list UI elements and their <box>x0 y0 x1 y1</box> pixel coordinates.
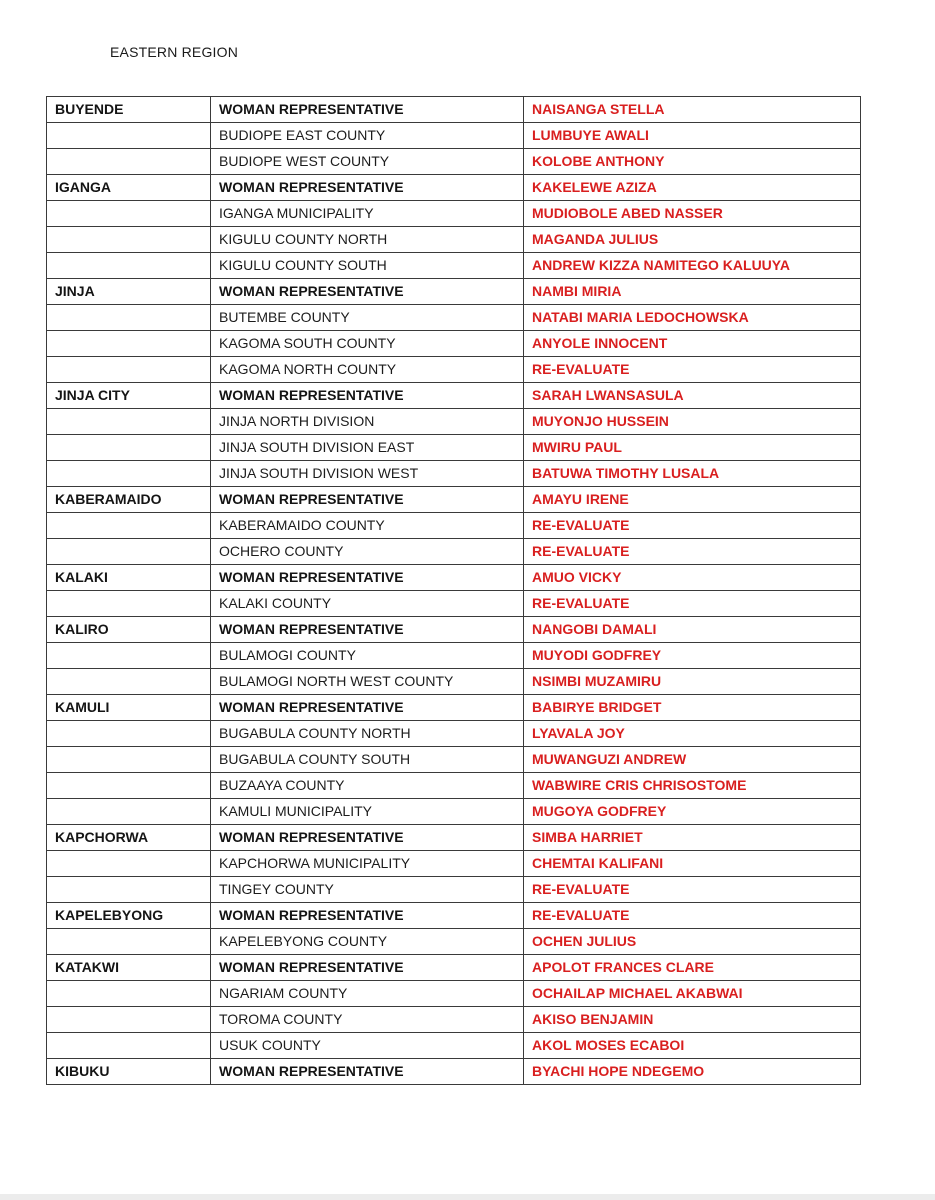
constituency-cell: WOMAN REPRESENTATIVE <box>211 695 524 721</box>
constituency-cell: WOMAN REPRESENTATIVE <box>211 825 524 851</box>
constituency-cell: NGARIAM COUNTY <box>211 981 524 1007</box>
candidate-cell: MUYONJO HUSSEIN <box>524 409 861 435</box>
district-cell: KAPCHORWA <box>47 825 211 851</box>
table-row <box>47 487 861 513</box>
table-row <box>47 201 861 227</box>
constituency-cell: WOMAN REPRESENTATIVE <box>211 565 524 591</box>
district-cell: KATAKWI <box>47 955 211 981</box>
table-row <box>47 851 861 877</box>
district-cell <box>47 123 211 149</box>
district-cell <box>47 539 211 565</box>
district-cell <box>47 305 211 331</box>
constituency-cell: KABERAMAIDO COUNTY <box>211 513 524 539</box>
table-row <box>47 981 861 1007</box>
district-cell <box>47 1007 211 1033</box>
table-row <box>47 955 861 981</box>
constituency-cell: KALAKI COUNTY <box>211 591 524 617</box>
constituency-cell: BUDIOPE WEST COUNTY <box>211 149 524 175</box>
constituency-cell: BUGABULA COUNTY SOUTH <box>211 747 524 773</box>
table-row <box>47 721 861 747</box>
district-cell <box>47 721 211 747</box>
page-bottom-edge <box>0 1194 935 1200</box>
constituency-cell: OCHERO COUNTY <box>211 539 524 565</box>
district-cell <box>47 591 211 617</box>
table-row <box>47 591 861 617</box>
constituency-cell: BULAMOGI NORTH WEST COUNTY <box>211 669 524 695</box>
candidate-cell: MUWANGUZI ANDREW <box>524 747 861 773</box>
table-row <box>47 383 861 409</box>
table-row <box>47 357 861 383</box>
district-cell <box>47 331 211 357</box>
candidate-cell: RE-EVALUATE <box>524 591 861 617</box>
constituency-cell: JINJA NORTH DIVISION <box>211 409 524 435</box>
candidate-cell: CHEMTAI KALIFANI <box>524 851 861 877</box>
district-cell: BUYENDE <box>47 97 211 123</box>
candidate-cell: KOLOBE ANTHONY <box>524 149 861 175</box>
constituency-cell: WOMAN REPRESENTATIVE <box>211 955 524 981</box>
constituency-cell: TOROMA COUNTY <box>211 1007 524 1033</box>
district-cell: KAMULI <box>47 695 211 721</box>
candidate-cell: SIMBA HARRIET <box>524 825 861 851</box>
table-row <box>47 331 861 357</box>
constituency-cell: KAGOMA SOUTH COUNTY <box>211 331 524 357</box>
district-cell <box>47 253 211 279</box>
table-row <box>47 877 861 903</box>
constituency-cell: KAPELEBYONG COUNTY <box>211 929 524 955</box>
table-row <box>47 747 861 773</box>
table-row <box>47 1033 861 1059</box>
table-row <box>47 175 861 201</box>
district-cell <box>47 669 211 695</box>
candidate-cell: LUMBUYE AWALI <box>524 123 861 149</box>
district-cell <box>47 643 211 669</box>
candidate-cell: BATUWA TIMOTHY LUSALA <box>524 461 861 487</box>
constituency-cell: KIGULU COUNTY SOUTH <box>211 253 524 279</box>
table-row <box>47 1007 861 1033</box>
candidate-cell: APOLOT FRANCES CLARE <box>524 955 861 981</box>
candidate-cell: RE-EVALUATE <box>524 513 861 539</box>
district-cell <box>47 227 211 253</box>
table-row <box>47 305 861 331</box>
candidate-cell: MWIRU PAUL <box>524 435 861 461</box>
district-cell <box>47 149 211 175</box>
candidate-cell: MUDIOBOLE ABED NASSER <box>524 201 861 227</box>
candidate-cell: NANGOBI DAMALI <box>524 617 861 643</box>
candidate-cell: BYACHI HOPE NDEGEMO <box>524 1059 861 1085</box>
district-cell <box>47 929 211 955</box>
district-cell <box>47 201 211 227</box>
candidate-cell: OCHEN JULIUS <box>524 929 861 955</box>
constituency-cell: BUGABULA COUNTY NORTH <box>211 721 524 747</box>
table-row <box>47 799 861 825</box>
table-row <box>47 539 861 565</box>
constituency-cell: KAPCHORWA MUNICIPALITY <box>211 851 524 877</box>
constituency-cell: WOMAN REPRESENTATIVE <box>211 383 524 409</box>
candidate-cell: SARAH LWANSASULA <box>524 383 861 409</box>
candidate-cell: LYAVALA JOY <box>524 721 861 747</box>
district-cell <box>47 357 211 383</box>
constituency-cell: WOMAN REPRESENTATIVE <box>211 1059 524 1085</box>
candidate-cell: MUGOYA GODFREY <box>524 799 861 825</box>
candidate-cell: AKISO BENJAMIN <box>524 1007 861 1033</box>
district-cell <box>47 1033 211 1059</box>
constituency-cell: JINJA SOUTH DIVISION WEST <box>211 461 524 487</box>
candidate-cell: KAKELEWE AZIZA <box>524 175 861 201</box>
district-cell: KABERAMAIDO <box>47 487 211 513</box>
candidate-cell: NATABI MARIA LEDOCHOWSKA <box>524 305 861 331</box>
district-cell: JINJA <box>47 279 211 305</box>
candidate-cell: RE-EVALUATE <box>524 539 861 565</box>
candidate-cell: RE-EVALUATE <box>524 877 861 903</box>
district-cell: KIBUKU <box>47 1059 211 1085</box>
district-cell: IGANGA <box>47 175 211 201</box>
table-row <box>47 695 861 721</box>
candidate-cell: MUYODI GODFREY <box>524 643 861 669</box>
district-cell <box>47 877 211 903</box>
constituency-cell: TINGEY COUNTY <box>211 877 524 903</box>
table-row <box>47 227 861 253</box>
district-cell <box>47 773 211 799</box>
constituency-cell: WOMAN REPRESENTATIVE <box>211 903 524 929</box>
table-row <box>47 643 861 669</box>
candidate-cell: RE-EVALUATE <box>524 357 861 383</box>
constituency-cell: USUK COUNTY <box>211 1033 524 1059</box>
constituency-cell: WOMAN REPRESENTATIVE <box>211 487 524 513</box>
candidate-cell: ANDREW KIZZA NAMITEGO KALUUYA <box>524 253 861 279</box>
table-row <box>47 123 861 149</box>
table-row <box>47 929 861 955</box>
table-row <box>47 253 861 279</box>
district-cell <box>47 435 211 461</box>
candidate-cell: AKOL MOSES ECABOI <box>524 1033 861 1059</box>
district-cell <box>47 851 211 877</box>
candidate-cell: AMAYU IRENE <box>524 487 861 513</box>
table-row <box>47 409 861 435</box>
constituency-cell: KAMULI MUNICIPALITY <box>211 799 524 825</box>
constituency-cell: WOMAN REPRESENTATIVE <box>211 97 524 123</box>
district-cell <box>47 461 211 487</box>
table-row <box>47 1059 861 1085</box>
constituency-cell: KAGOMA NORTH COUNTY <box>211 357 524 383</box>
table-row <box>47 149 861 175</box>
district-cell <box>47 409 211 435</box>
candidate-cell: NSIMBI MUZAMIRU <box>524 669 861 695</box>
district-cell <box>47 981 211 1007</box>
candidates-table-body <box>47 97 861 1085</box>
candidate-cell: MAGANDA JULIUS <box>524 227 861 253</box>
region-title: EASTERN REGION <box>110 44 239 60</box>
constituency-cell: BUDIOPE EAST COUNTY <box>211 123 524 149</box>
constituency-cell: IGANGA MUNICIPALITY <box>211 201 524 227</box>
table-row <box>47 825 861 851</box>
constituency-cell: JINJA SOUTH DIVISION EAST <box>211 435 524 461</box>
constituency-cell: KIGULU COUNTY NORTH <box>211 227 524 253</box>
candidate-cell: AMUO VICKY <box>524 565 861 591</box>
district-cell <box>47 513 211 539</box>
constituency-cell: BUZAAYA COUNTY <box>211 773 524 799</box>
candidate-cell: OCHAILAP MICHAEL AKABWAI <box>524 981 861 1007</box>
district-cell: JINJA CITY <box>47 383 211 409</box>
district-cell: KALIRO <box>47 617 211 643</box>
table-row <box>47 97 861 123</box>
district-cell <box>47 799 211 825</box>
candidate-cell: WABWIRE CRIS CHRISOSTOME <box>524 773 861 799</box>
candidate-cell: NAISANGA STELLA <box>524 97 861 123</box>
candidate-cell: BABIRYE BRIDGET <box>524 695 861 721</box>
constituency-cell: BUTEMBE COUNTY <box>211 305 524 331</box>
district-cell: KAPELEBYONG <box>47 903 211 929</box>
candidate-cell: NAMBI MIRIA <box>524 279 861 305</box>
district-cell: KALAKI <box>47 565 211 591</box>
table-row <box>47 461 861 487</box>
table-row <box>47 279 861 305</box>
candidate-cell: ANYOLE INNOCENT <box>524 331 861 357</box>
table-row <box>47 565 861 591</box>
table-row <box>47 903 861 929</box>
constituency-cell: WOMAN REPRESENTATIVE <box>211 175 524 201</box>
table-row <box>47 513 861 539</box>
constituency-cell: BULAMOGI COUNTY <box>211 643 524 669</box>
candidates-table <box>46 96 861 1085</box>
table-row <box>47 617 861 643</box>
table-row <box>47 669 861 695</box>
constituency-cell: WOMAN REPRESENTATIVE <box>211 617 524 643</box>
candidate-cell: RE-EVALUATE <box>524 903 861 929</box>
table-row <box>47 773 861 799</box>
constituency-cell: WOMAN REPRESENTATIVE <box>211 279 524 305</box>
table-row <box>47 435 861 461</box>
district-cell <box>47 747 211 773</box>
